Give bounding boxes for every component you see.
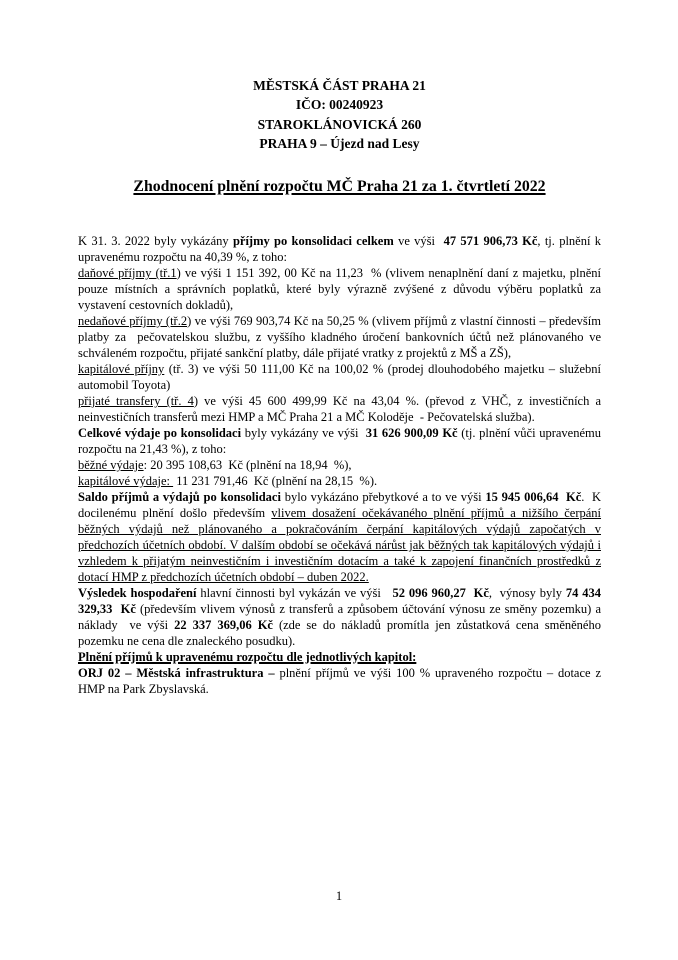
text-run: Výsledek hospodaření — [78, 586, 197, 601]
text-run: , tj. plnění k upravenému rozpočtu na 40,39 %, z toho: — [78, 234, 601, 265]
text-run: 11 231 791,46 Kč (plnění na 28,15 %). — [173, 474, 378, 489]
paragraph-orj-02 — [78, 665, 601, 697]
paragraph-chapters-heading — [78, 649, 601, 665]
document-title-text: Zhodnocení plnění rozpočtu MČ Praha 21 za 1. čtvrtletí 2022 — [133, 178, 546, 196]
paragraph-balance — [78, 489, 601, 585]
text-run: 47 571 906,73 Kč — [443, 234, 538, 249]
text-run: ORJ 02 – Městská infrastruktura – — [78, 666, 275, 681]
text-run: bylo vykázáno přebytkové a to ve výši — [280, 490, 486, 505]
paragraph-current-expenses — [78, 457, 601, 473]
paragraph-tax-revenues — [78, 265, 601, 313]
text-run: Saldo příjmů a výdajů po konsolidaci — [78, 490, 281, 505]
paragraph-total-expenses — [78, 425, 601, 457]
text-run: kapitálové příjny — [78, 362, 165, 377]
text-run: ) ve výši 45 600 499,99 Kč na 43,04 %. (převod z VHČ, z investičních a neinvestičních transferů mezi HMP a MČ Praha 21 a MČ Koloděje - Pečovatelská služba). — [78, 394, 601, 425]
text-run: (zde se do nákladů promítla jen zůstatková cena směněného pozemku ne cena dle znaleckého posudku). — [78, 618, 601, 649]
text-run: , výnosy byly — [488, 586, 566, 601]
text-run: : 20 395 108,63 Kč (plnění na 18,94 %), — [143, 458, 352, 473]
text-run: Celkové výdaje po konsolidaci — [78, 426, 242, 441]
text-run: (především vlivem výnosů z transferů a způsobem účtování výnosu ze směny pozemku) a náklady ve výši — [78, 602, 601, 633]
text-run: příjmy po konsolidaci celkem — [232, 234, 394, 249]
text-run: ) ve výši 1 151 392, 00 Kč na 11,23 % (vlivem nenaplnění daní z majetku, plnění pouze místních a správních poplatků, které byly výrazně zvýšené z důvodu výběru poplatků za vystavení cestovních dokladů), — [78, 266, 601, 313]
letterhead-line-org: MĚSTSKÁ ČÁST PRAHA 21 — [253, 78, 426, 93]
text-run: (tř. 3) ve výši 50 111,00 Kč na 100,02 % (prodej dlouhodobého majetku – služební automobil Toyota) — [78, 362, 601, 393]
text-run: přijaté transfery (tř. 4 — [78, 394, 194, 409]
text-run: 52 096 960,27 Kč — [392, 586, 489, 601]
text-run: 22 337 369,06 Kč — [174, 618, 273, 633]
text-run: kapitálové výdaje: — [78, 474, 174, 489]
text-run: 74 434 329,33 Kč — [78, 586, 602, 617]
text-run: (tj. plnění vůči upravenému rozpočtu na 21,43 %), z toho: — [78, 426, 601, 457]
letterhead-line-street: STAROKLÁNOVICKÁ 260 — [257, 116, 422, 132]
text-run: hlavní činnosti byl vykázán ve výši — [196, 586, 393, 601]
text-run: daňové příjmy (tř.1 — [78, 266, 177, 281]
document-title — [78, 177, 601, 197]
text-run: ve výši — [393, 234, 444, 249]
text-run: plnění příjmů ve výši 100 % upraveného rozpočtu – dotace z HMP na Park Zbyslavská. — [78, 666, 601, 697]
text-run: 15 945 006,64 Kč — [485, 490, 582, 505]
letterhead-line-city: PRAHA 9 – Újezd nad Lesy — [259, 135, 420, 151]
text-run: K 31. 3. 2022 byly vykázány — [78, 234, 233, 249]
paragraph-income-summary — [78, 233, 601, 265]
page-number: 1 — [335, 889, 343, 903]
text-run: byly vykázány ve výši — [241, 426, 366, 441]
letterhead-line-ico: IČO: 00240923 — [295, 97, 384, 113]
document-body — [78, 233, 601, 697]
paragraph-capital-expenses — [78, 473, 601, 489]
paragraph-operating-result — [78, 585, 601, 649]
document-content — [78, 0, 601, 697]
text-run: ) ve výši 769 903,74 Kč na 50,25 % (vlivem příjmů z vlastní činnosti – především platby za pečovatelskou službu, z vyššího kladného úročení bankovních účtů než plánovaného ve schváleném rozpočtu, přijaté sankční platby, dále přijaté vratky z projektů z MŠ a ZŠ), — [78, 314, 601, 361]
text-run: 31 626 900,09 Kč — [365, 426, 458, 441]
paragraph-non-tax-revenues — [78, 313, 601, 361]
paragraph-capital-revenues — [78, 361, 601, 393]
text-run: nedaňové příjmy (tř.2 — [78, 314, 188, 329]
letterhead — [78, 0, 601, 153]
text-run: vlivem dosažení očekávaného plnění příjmů a nižšího čerpání běžných výdajů než plánovaného a pokračováním čerpání kapitálových výdajů započatých v předchozích účetních období. V dalším období se očekává nárůst jak běžných tak kapitálových výdajů i vzhledem k přijatým neinvestičním i investičním dotacím a také k zapojení finančních prostředků z dotací HMP z předchozích účetních období – duben 2022. — [78, 506, 602, 585]
text-run: běžné výdaje — [78, 458, 144, 473]
text-run: Plnění příjmů k upravenému rozpočtu dle jednotlivých kapitol: — [78, 650, 417, 665]
paragraph-received-transfers — [78, 393, 601, 425]
text-run: . K docilenému plnění došlo především — [78, 490, 601, 521]
